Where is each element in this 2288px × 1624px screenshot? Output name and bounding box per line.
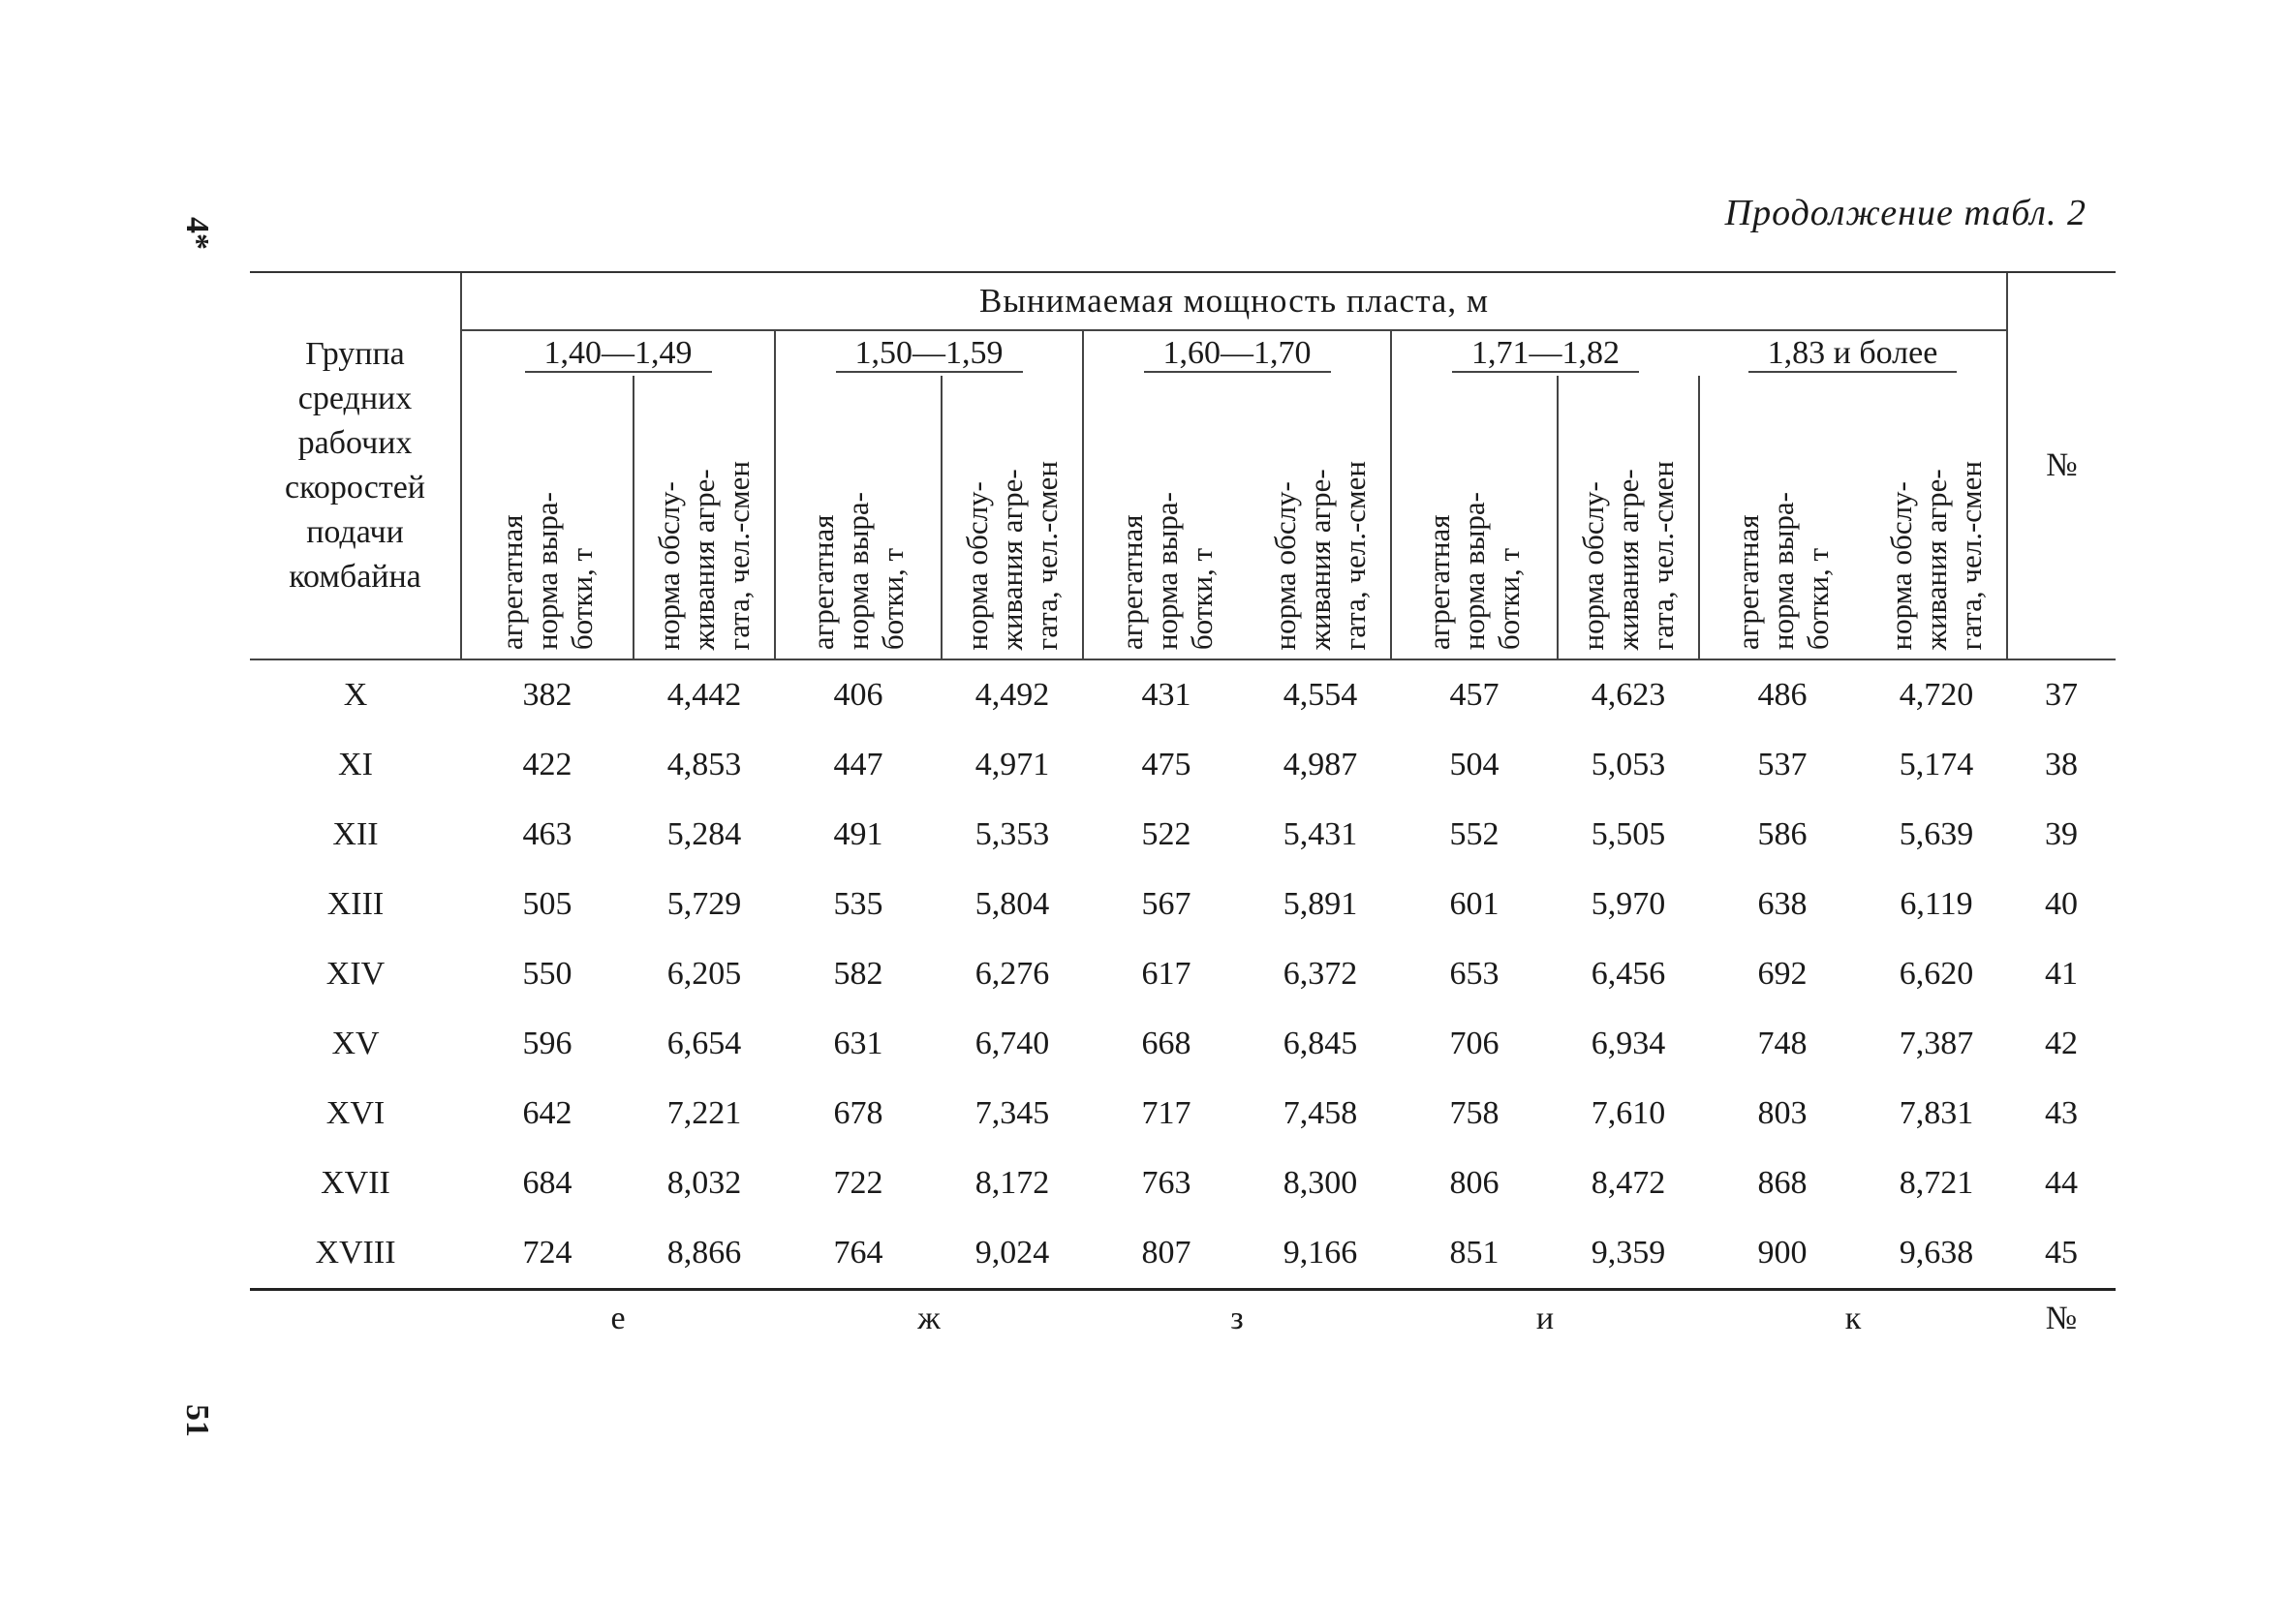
service-norm-cell: 9,638 [1899, 1235, 1974, 1271]
service-norm-header: норма обслу- живания агре- гата, чел.-смен [1866, 376, 2007, 659]
service-norm-cell: 6,934 [1591, 1026, 1666, 1061]
group-cell: XVIII [315, 1235, 396, 1271]
sheet-mark: 4* [179, 217, 215, 250]
output-norm-cell: 463 [522, 816, 572, 852]
output-norm-cell: 758 [1449, 1095, 1500, 1131]
output-norm-cell: 382 [522, 677, 572, 713]
group-cell: XV [331, 1026, 380, 1061]
number-header: № [2007, 272, 2116, 659]
group-cell: XII [332, 816, 379, 852]
service-norm-cell: 5,284 [666, 816, 742, 852]
service-norm-cell: 5,639 [1899, 816, 1974, 852]
output-norm-cell: 763 [1141, 1165, 1191, 1201]
output-norm-cell: 567 [1141, 886, 1191, 922]
table-row [250, 870, 2116, 939]
footer-blank [250, 1290, 461, 1348]
output-norm-cell: 422 [522, 747, 572, 782]
service-norm-cell: 4,492 [974, 677, 1050, 713]
service-norm-cell: 7,387 [1899, 1026, 1974, 1061]
row-number-cell: 43 [2045, 1095, 2078, 1131]
output-norm-cell: 642 [522, 1095, 572, 1131]
continuation-title: Продолжение табл. 2 [1724, 193, 2087, 233]
service-norm-cell: 9,024 [974, 1235, 1050, 1271]
service-norm-cell: 8,300 [1283, 1165, 1358, 1201]
output-norm-cell: 406 [833, 677, 883, 713]
service-norm-cell: 9,359 [1591, 1235, 1666, 1271]
service-norm-cell: 7,221 [666, 1095, 742, 1131]
output-norm-cell: 724 [522, 1235, 572, 1271]
service-norm-cell: 7,610 [1591, 1095, 1666, 1131]
output-norm-cell: 653 [1449, 956, 1500, 992]
service-norm-cell: 6,620 [1899, 956, 1974, 992]
output-norm-cell: 706 [1449, 1026, 1500, 1061]
service-norm-cell: 4,720 [1899, 677, 1974, 713]
table-row [250, 659, 2116, 730]
footer-letter: и [1391, 1290, 1699, 1348]
service-norm-cell: 4,971 [974, 747, 1050, 782]
output-norm-cell: 851 [1449, 1235, 1500, 1271]
service-norm-cell: 7,831 [1899, 1095, 1974, 1131]
service-norm-cell: 8,032 [666, 1165, 742, 1201]
service-norm-cell: 6,654 [666, 1026, 742, 1061]
group-cell: X [343, 677, 368, 713]
range-header: 1,71—1,82 [1391, 330, 1699, 376]
output-norm-cell: 631 [833, 1026, 883, 1061]
service-norm-cell: 5,804 [974, 886, 1050, 922]
output-norm-cell: 475 [1141, 747, 1191, 782]
group-cell: XVI [325, 1095, 386, 1131]
footer-letter: е [461, 1290, 775, 1348]
group-cell: XVII [321, 1165, 390, 1201]
service-norm-cell: 5,174 [1899, 747, 1974, 782]
service-norm-cell: 4,554 [1283, 677, 1358, 713]
service-norm-cell: 5,053 [1591, 747, 1666, 782]
range-header: 1,40—1,49 [461, 330, 775, 376]
output-norm-cell: 692 [1757, 956, 1808, 992]
output-norm-cell: 807 [1141, 1235, 1191, 1271]
table-row [250, 1218, 2116, 1290]
service-norm-cell: 5,431 [1283, 816, 1358, 852]
service-norm-cell: 6,456 [1591, 956, 1666, 992]
output-norm-header: агрегатная норма выра- ботки, т [1083, 376, 1250, 659]
table-row [250, 1079, 2116, 1149]
service-norm-cell: 4,442 [666, 677, 742, 713]
service-norm-header: норма обслу- живания агре- гата, чел.-смен [942, 376, 1083, 659]
output-norm-cell: 486 [1757, 677, 1808, 713]
output-norm-header: агрегатная норма выра- ботки, т [1699, 376, 1866, 659]
footer-letter: к [1699, 1290, 2007, 1348]
output-norm-cell: 601 [1449, 886, 1500, 922]
service-norm-cell: 6,845 [1283, 1026, 1358, 1061]
service-norm-cell: 6,119 [1900, 886, 1973, 922]
page-number: 51 [179, 1404, 215, 1437]
output-norm-header: агрегатная норма выра- ботки, т [1391, 376, 1558, 659]
service-norm-header: норма обслу- живания агре- гата, чел.-смен [634, 376, 775, 659]
row-number-cell: 39 [2045, 816, 2078, 852]
group-cell: XIII [326, 886, 385, 922]
service-norm-cell: 5,970 [1591, 886, 1666, 922]
service-norm-cell: 6,276 [974, 956, 1050, 992]
service-norm-cell: 7,458 [1283, 1095, 1358, 1131]
output-norm-cell: 552 [1449, 816, 1500, 852]
output-norm-cell: 522 [1141, 816, 1191, 852]
service-norm-cell: 4,987 [1283, 747, 1358, 782]
row-number-cell: 38 [2045, 747, 2078, 782]
output-norm-header: агрегатная норма выра- ботки, т [461, 376, 634, 659]
table-row [250, 939, 2116, 1009]
service-norm-header: норма обслу- живания агре- гата, чел.-смен [1558, 376, 1699, 659]
footer-letter: ж [775, 1290, 1083, 1348]
output-norm-cell: 537 [1757, 747, 1808, 782]
table-row [250, 730, 2116, 800]
output-norm-cell: 764 [833, 1235, 883, 1271]
thickness-header: Вынимаемая мощность пласта, м [461, 272, 2007, 330]
footer-number: № [2007, 1290, 2116, 1348]
row-number-cell: 37 [2045, 677, 2078, 713]
output-norm-cell: 722 [833, 1165, 883, 1201]
service-norm-cell: 6,740 [974, 1026, 1050, 1061]
output-norm-cell: 586 [1757, 816, 1808, 852]
output-norm-cell: 491 [833, 816, 883, 852]
output-norm-cell: 803 [1757, 1095, 1808, 1131]
table-row [250, 800, 2116, 870]
group-cell: XIV [325, 956, 386, 992]
output-norm-cell: 748 [1757, 1026, 1808, 1061]
service-norm-cell: 8,172 [974, 1165, 1050, 1201]
service-norm-cell: 5,505 [1591, 816, 1666, 852]
service-norm-cell: 8,721 [1899, 1165, 1974, 1201]
row-number-cell: 40 [2045, 886, 2078, 922]
group-cell: XI [338, 747, 373, 782]
service-norm-cell: 8,472 [1591, 1165, 1666, 1201]
group-header: Группа средних рабочих скоростей подачи комбайна [250, 272, 461, 659]
service-norm-cell: 5,353 [974, 816, 1050, 852]
output-norm-cell: 668 [1141, 1026, 1191, 1061]
footer-row [250, 1290, 2116, 1348]
output-norm-cell: 617 [1141, 956, 1191, 992]
output-norm-cell: 550 [522, 956, 572, 992]
output-norm-cell: 900 [1757, 1235, 1808, 1271]
service-norm-cell: 7,345 [974, 1095, 1050, 1131]
service-norm-cell: 8,866 [666, 1235, 742, 1271]
service-norm-cell: 6,372 [1283, 956, 1358, 992]
service-norm-cell: 5,891 [1283, 886, 1358, 922]
output-norm-cell: 806 [1449, 1165, 1500, 1201]
row-number-cell: 45 [2045, 1235, 2078, 1271]
output-norm-header: агрегатная норма выра- ботки, т [775, 376, 942, 659]
service-norm-cell: 4,853 [666, 747, 742, 782]
output-norm-cell: 504 [1449, 747, 1500, 782]
table-row [250, 1149, 2116, 1218]
service-norm-cell: 9,166 [1283, 1235, 1358, 1271]
output-norm-cell: 596 [522, 1026, 572, 1061]
row-number-cell: 41 [2045, 956, 2078, 992]
service-norm-cell: 4,623 [1591, 677, 1666, 713]
output-norm-cell: 717 [1141, 1095, 1191, 1131]
output-norm-cell: 678 [833, 1095, 883, 1131]
output-norm-cell: 447 [833, 747, 883, 782]
range-header: 1,83 и более [1699, 330, 2007, 376]
output-norm-cell: 638 [1757, 886, 1808, 922]
output-norm-cell: 684 [522, 1165, 572, 1201]
row-number-cell: 44 [2045, 1165, 2078, 1201]
output-norm-cell: 535 [833, 886, 883, 922]
output-norm-cell: 505 [522, 886, 572, 922]
row-number-cell: 42 [2045, 1026, 2078, 1061]
service-norm-cell: 6,205 [666, 956, 742, 992]
range-header: 1,50—1,59 [775, 330, 1083, 376]
output-norm-cell: 457 [1449, 677, 1500, 713]
table-row [250, 1009, 2116, 1079]
range-header: 1,60—1,70 [1083, 330, 1391, 376]
output-norm-cell: 431 [1141, 677, 1191, 713]
footer-letter: з [1083, 1290, 1391, 1348]
norms-table [250, 271, 2116, 1347]
table-body [250, 659, 2116, 1290]
output-norm-cell: 582 [833, 956, 883, 992]
service-norm-header: норма обслу- живания агре- гата, чел.-смен [1250, 376, 1391, 659]
output-norm-cell: 868 [1757, 1165, 1808, 1201]
service-norm-cell: 5,729 [666, 886, 742, 922]
